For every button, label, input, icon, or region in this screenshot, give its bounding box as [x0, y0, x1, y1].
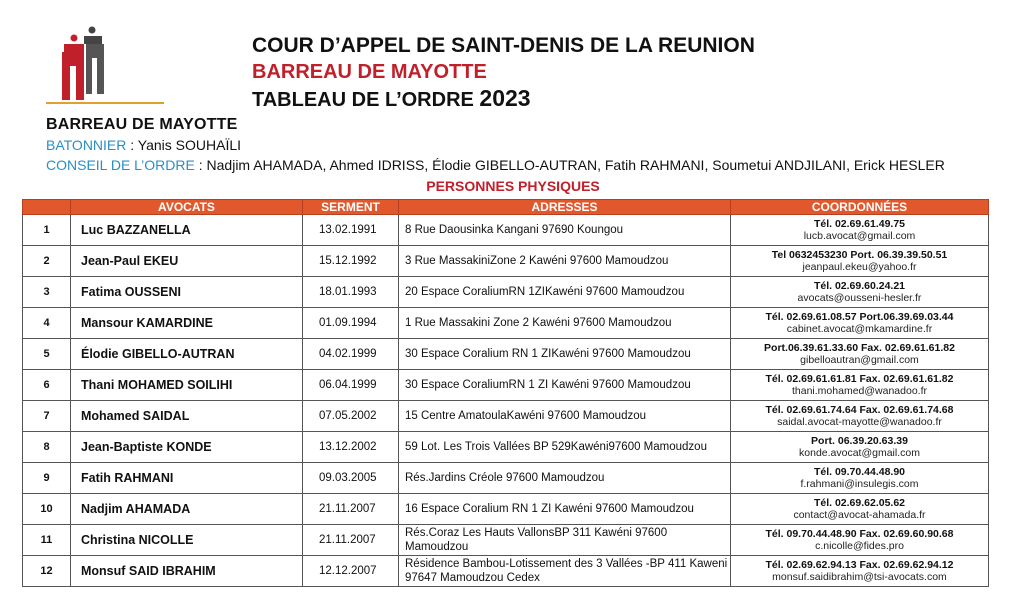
lawyer-name: Mohamed SAIDAL — [71, 401, 303, 432]
lawyer-name: Thani MOHAMED SOILIHI — [71, 370, 303, 401]
table-header-row — [23, 200, 989, 215]
address: 59 Lot. Les Trois Vallées BP 529Kawéni97600 Mamoudzou — [399, 432, 731, 463]
row-number: 7 — [23, 401, 71, 432]
phone-numbers: Tél. 02.69.60.24.21 — [813, 280, 906, 292]
contact-details — [731, 494, 989, 525]
section-title: PERSONNES PHYSIQUES — [426, 178, 600, 194]
lawyer-name: Fatima OUSSENI — [71, 277, 303, 308]
batonnier-value: : Yanis SOUHAÏLI — [126, 137, 242, 153]
email-address[interactable]: lucb.avocat@gmail.com — [803, 230, 916, 242]
col-num-header — [23, 200, 71, 215]
address: Rés.Coraz Les Hauts VallonsBP 311 Kawéni 97600 Mamoudzou — [399, 525, 731, 556]
lawyer-name: Jean-Baptiste KONDE — [71, 432, 303, 463]
table-row — [23, 463, 989, 494]
oath-date: 18.01.1993 — [303, 277, 399, 308]
lawyer-name: Fatih RAHMANI — [71, 463, 303, 494]
email-address[interactable]: cabinet.avocat@mkamardine.fr — [786, 323, 933, 335]
court-title: COUR D’APPEL DE SAINT-DENIS DE LA REUNION — [252, 34, 755, 57]
col-coordonnees-header: COORDONNÉES — [731, 200, 989, 215]
lawyer-name: Monsuf SAID IBRAHIM — [71, 556, 303, 587]
email-address[interactable]: c.nicolle@fides.pro — [815, 540, 904, 552]
phone-numbers: Tél. 02.69.61.08.57 Port.06.39.69.03.44 — [765, 311, 954, 323]
contact-details — [731, 463, 989, 494]
logo-text: BARREAU DE MAYOTTE — [46, 116, 238, 133]
contact-details — [731, 215, 989, 246]
row-number: 4 — [23, 308, 71, 339]
contact-details — [731, 246, 989, 277]
address: 1 Rue Massakini Zone 2 Kawéni 97600 Mamoudzou — [399, 308, 731, 339]
address: 3 Rue MassakiniZone 2 Kawéni 97600 Mamoudzou — [399, 246, 731, 277]
lawyer-name: Luc BAZZANELLA — [71, 215, 303, 246]
email-address[interactable]: konde.avocat@gmail.com — [799, 447, 920, 459]
address: Rés.Jardins Créole 97600 Mamoudzou — [399, 463, 731, 494]
year: 2023 — [479, 85, 531, 111]
row-number: 9 — [23, 463, 71, 494]
table-title: TABLEAU DE L’ORDRE 2023 — [252, 85, 531, 111]
row-number: 11 — [23, 525, 71, 556]
phone-numbers: Tél. 02.69.62.94.13 Fax. 02.69.62.94.12 — [765, 559, 954, 571]
address: 30 Espace Coralium RN 1 ZIKawéni 97600 Mamoudzou — [399, 339, 731, 370]
oath-date: 21.11.2007 — [303, 494, 399, 525]
col-adresses-header: ADRESSES — [399, 200, 731, 215]
oath-date: 13.02.1991 — [303, 215, 399, 246]
oath-date: 07.05.2002 — [303, 401, 399, 432]
lawyer-name: Jean-Paul EKEU — [71, 246, 303, 277]
bar-logo — [44, 22, 164, 112]
address: 20 Espace CoraliumRN 1ZIKawéni 97600 Mamoudzou — [399, 277, 731, 308]
table-row — [23, 494, 989, 525]
contact-details — [731, 308, 989, 339]
lawyer-name: Nadjim AHAMADA — [71, 494, 303, 525]
document-header — [252, 33, 755, 113]
address: 15 Centre AmatoulaKawéni 97600 Mamoudzou — [399, 401, 731, 432]
table-row — [23, 556, 989, 587]
table-row — [23, 215, 989, 246]
col-serment-header: SERMENT — [303, 200, 399, 215]
conseil-line — [46, 157, 945, 173]
conseil-value: : Nadjim AHAMADA, Ahmed IDRISS, Élodie GIBELLO-AUTRAN, Fatih RAHMANI, Soumetui ANDJILANI, Erick HESLER — [194, 157, 945, 173]
oath-date: 01.09.1994 — [303, 308, 399, 339]
table-row — [23, 277, 989, 308]
email-address[interactable]: saidal.avocat-mayotte@wanadoo.fr — [777, 416, 942, 428]
phone-numbers: Tél. 02.69.61.49.75 — [813, 218, 906, 230]
contact-details — [731, 277, 989, 308]
row-number: 2 — [23, 246, 71, 277]
row-number: 6 — [23, 370, 71, 401]
phone-numbers: Tél. 02.69.61.61.81 Fax. 02.69.61.61.82 — [765, 373, 954, 385]
address: Résidence Bambou-Lotissement des 3 Vallées -BP 411 Kaweni 97647 Mamoudzou Cedex — [399, 556, 731, 587]
row-number: 3 — [23, 277, 71, 308]
oath-date: 12.12.2007 — [303, 556, 399, 587]
row-number: 5 — [23, 339, 71, 370]
email-address[interactable]: contact@avocat-ahamada.fr — [793, 509, 926, 521]
contact-details — [731, 556, 989, 587]
address: 16 Espace Coralium RN 1 ZI Kawéni 97600 Mamoudzou — [399, 494, 731, 525]
lawyer-name: Mansour KAMARDINE — [71, 308, 303, 339]
phone-numbers: Tél. 02.69.62.05.62 — [813, 497, 906, 509]
conseil-label: CONSEIL DE L’ORDRE — [46, 157, 195, 173]
oath-date: 21.11.2007 — [303, 525, 399, 556]
oath-date: 15.12.1992 — [303, 246, 399, 277]
lawyer-name: Élodie GIBELLO-AUTRAN — [71, 339, 303, 370]
bar-title: BARREAU DE MAYOTTE — [252, 61, 487, 83]
row-number: 8 — [23, 432, 71, 463]
phone-numbers: Port.06.39.61.33.60 Fax. 02.69.61.61.82 — [764, 342, 955, 354]
phone-numbers: Tél. 02.69.61.74.64 Fax. 02.69.61.74.68 — [765, 404, 954, 416]
phone-numbers: Port. 06.39.20.63.39 — [811, 435, 908, 447]
row-number: 1 — [23, 215, 71, 246]
table-row — [23, 308, 989, 339]
batonnier-line — [46, 137, 241, 153]
address: 30 Espace CoraliumRN 1 ZI Kawéni 97600 Mamoudzou — [399, 370, 731, 401]
email-address[interactable]: thani.mohamed@wanadoo.fr — [792, 385, 927, 397]
lawyers-table — [22, 199, 989, 587]
oath-date: 09.03.2005 — [303, 463, 399, 494]
email-address[interactable]: f.rahmani@insulegis.com — [800, 478, 919, 490]
email-address[interactable]: gibelloautran@gmail.com — [800, 354, 919, 366]
email-address[interactable]: avocats@ousseni-hesler.fr — [797, 292, 922, 304]
contact-details — [731, 339, 989, 370]
contact-details — [731, 525, 989, 556]
oath-date: 04.02.1999 — [303, 339, 399, 370]
batonnier-label: BATONNIER — [46, 137, 127, 153]
table-row — [23, 401, 989, 432]
contact-details — [731, 432, 989, 463]
contact-details — [731, 401, 989, 432]
row-number: 12 — [23, 556, 71, 587]
lawyer-name: Christina NICOLLE — [71, 525, 303, 556]
phone-numbers: Tel 0632453230 Port. 06.39.39.50.51 — [771, 249, 948, 261]
col-avocats-header: AVOCATS — [71, 200, 303, 215]
email-address[interactable]: jeanpaul.ekeu@yahoo.fr — [802, 261, 917, 273]
address: 8 Rue Daousinka Kangani 97690 Koungou — [399, 215, 731, 246]
phone-numbers: Tél. 09.70.44.48.90 — [813, 466, 906, 478]
table-row — [23, 339, 989, 370]
contact-details — [731, 370, 989, 401]
table-row — [23, 525, 989, 556]
row-number: 10 — [23, 494, 71, 525]
table-row — [23, 432, 989, 463]
table-row — [23, 246, 989, 277]
phone-numbers: Tél. 09.70.44.48.90 Fax. 02.69.60.90.68 — [765, 528, 954, 540]
oath-date: 06.04.1999 — [303, 370, 399, 401]
table-row — [23, 370, 989, 401]
email-address[interactable]: monsuf.saidibrahim@tsi-avocats.com — [772, 571, 947, 583]
oath-date: 13.12.2002 — [303, 432, 399, 463]
